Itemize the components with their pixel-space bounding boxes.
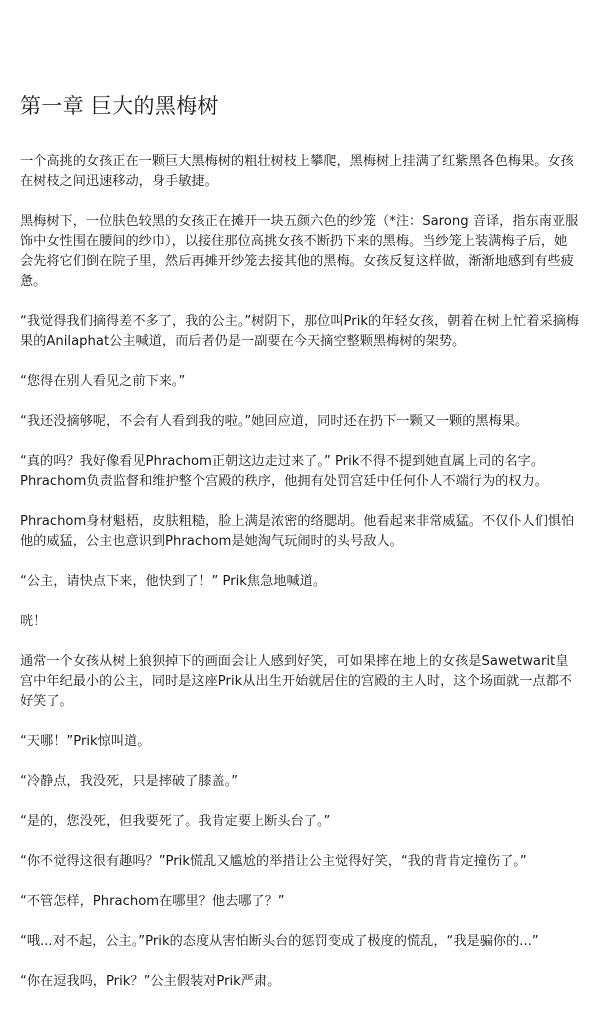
paragraph: “天哪！”Prik惊叫道。: [20, 734, 151, 749]
paragraph: 一个高挑的女孩正在一颗巨大黑梅树的粗壮树枝上攀爬，黑梅树上挂满了红紫黑各色梅果。女孩在树枝之间迅速移动，身手敏捷。: [20, 154, 574, 189]
paragraph: “我觉得我们摘得差不多了，我的公主。”树阴下，那位叫Prik的年轻女孩，朝着在树上忙着采摘梅果的Anilaphat公主喊道，而后者仍是一副要在今天摘空整颗黑梅树的架势。: [20, 314, 580, 349]
paragraph: “哦...对不起，公主。”Prik的态度从害怕断头台的惩罚变成了极度的慌乱，“我是骗你的...”: [20, 934, 539, 949]
paragraph: “真的吗？我好像看见Phrachom正朝这边走过来了。” Prik不得不提到她直属上司的名字。Phrachom负责监督和维护整个宫殿的秩序，他拥有处罚宫廷中任何仆人不端行为的权力。: [20, 454, 548, 489]
paragraph: “你在逗我吗，Prik？”公主假装对Prik严肃。: [20, 974, 281, 989]
chapter-title: 第一章 巨大的黑梅树: [20, 94, 219, 118]
paragraph: “是的，您没死，但我要死了。我肯定要上断头台了。”: [20, 814, 331, 829]
paragraph: “不管怎样，Phrachom在哪里？他去哪了？”: [20, 894, 285, 909]
paragraph: “我还没摘够呢，不会有人看到我的啦。”她回应道，同时还在扔下一颗又一颗的黑梅果。: [20, 414, 529, 429]
paragraph: “您得在别人看见之前下来。”: [20, 374, 186, 389]
paragraph: “你不觉得这很有趣吗？”Prik慌乱又尴尬的举措让公主觉得好笑，“我的背肯定撞伤了。”: [20, 854, 527, 869]
paragraph: Phrachom身材魁梧，皮肤粗糙，脸上满是浓密的络腮胡。他看起来非常威猛。不仅仆人们惧怕他的威猛，公主也意识到Phrachom是她淘气玩闹时的头号敌人。: [20, 514, 575, 549]
paragraph: 通常一个女孩从树上狼狈掉下的画面会让人感到好笑，可如果摔在地上的女孩是Sawetwarit皇宫中年纪最小的公主，同时是这座Prik从出生开始就居住的宫殿的主人时，这个场面就一点都不好笑了。: [20, 654, 572, 709]
paragraph: “公主，请快点下来，他快到了！” Prik焦急地喊道。: [20, 574, 327, 589]
paragraph: 黑梅树下，一位肤色较黑的女孩正在摊开一块五颜六色的纱笼（*注：Sarong 音译，指东南亚服饰中女性围在腰间的纱巾），以接住那位高挑女孩不断扔下来的黑梅。当纱笼上装满梅子后，她会先将它们倒在院子里，然后再摊开纱笼去接其他的黑梅。女孩反复这样做，渐渐地感到有些疲惫。: [20, 214, 579, 289]
paragraph: 咣！: [20, 614, 47, 629]
paragraph: “冷静点，我没死，只是摔破了膝盖。”: [20, 774, 239, 789]
